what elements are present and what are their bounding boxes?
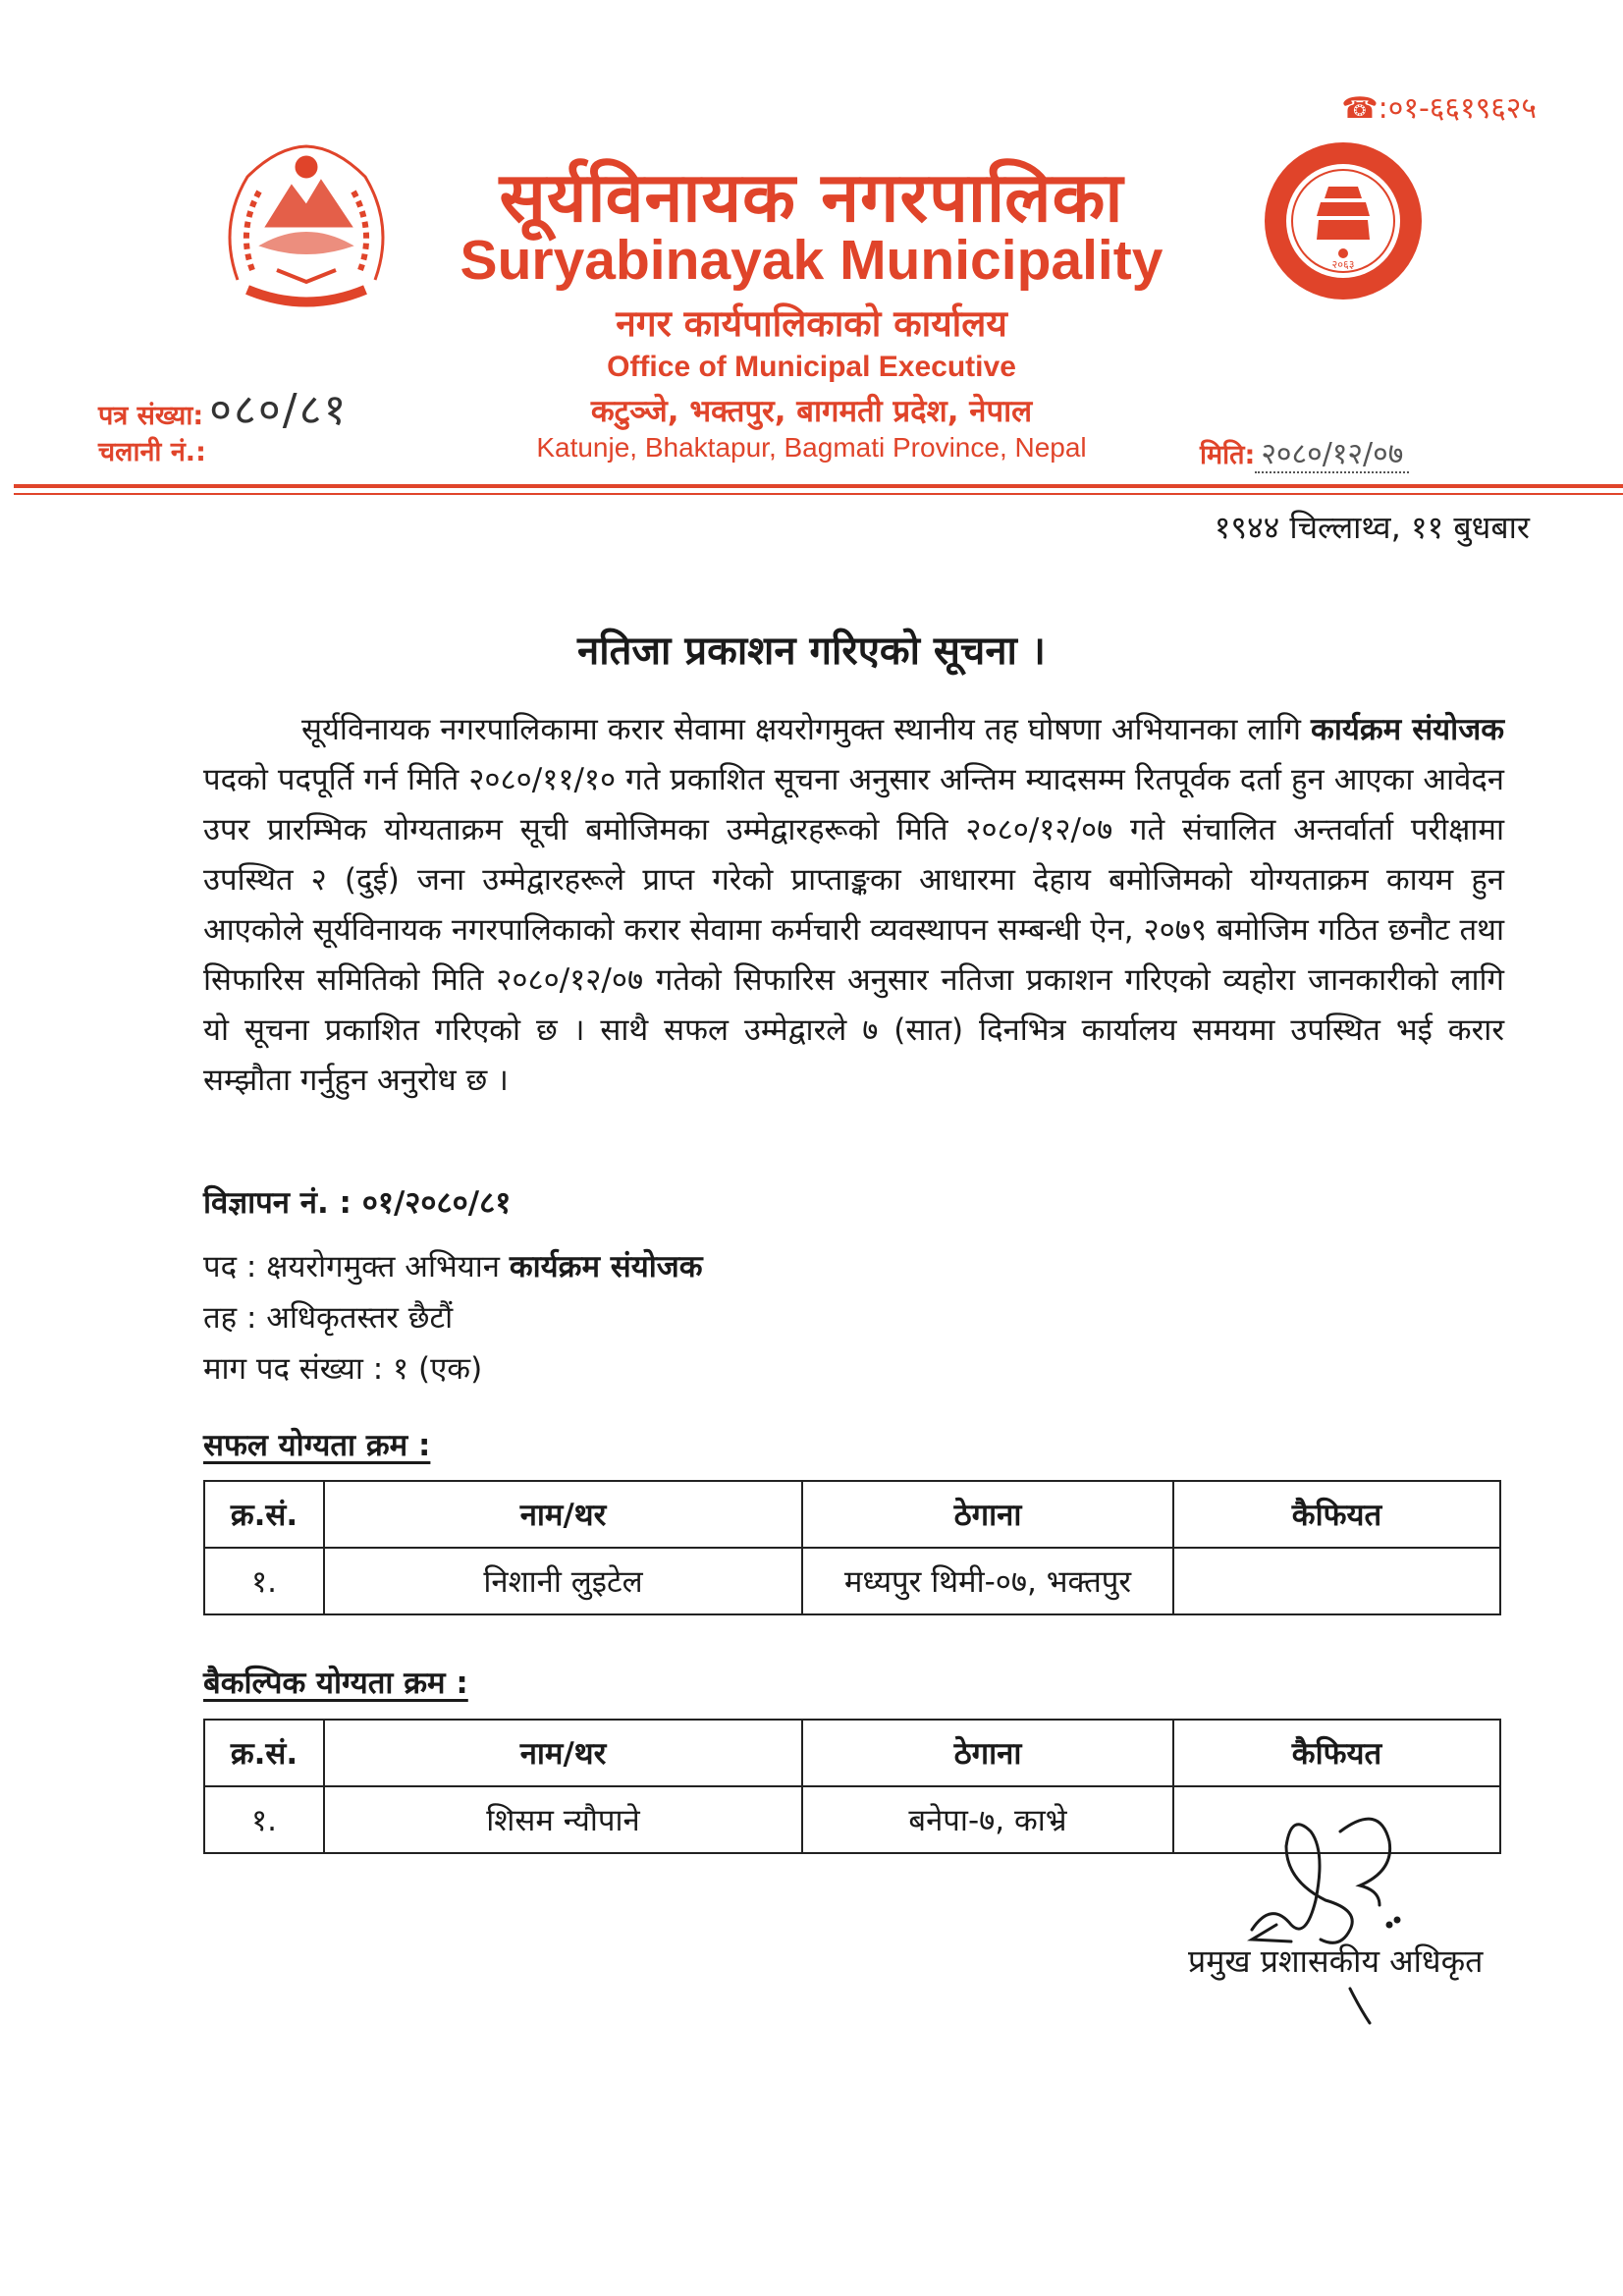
col-sn: क्र.सं. (204, 1720, 324, 1786)
patra-sankhya (98, 378, 348, 437)
patra-label: पत्र संख्या: (98, 401, 204, 431)
col-remarks: कैफियत (1173, 1481, 1500, 1548)
miti (1200, 432, 1409, 472)
col-address: ठेगाना (802, 1481, 1173, 1548)
successful-list-title: सफल योग्यता क्रम : (203, 1428, 431, 1463)
col-name: नाम/थर (324, 1720, 802, 1786)
alternate-list-title: बैकल्पिक योग्यता क्रम : (203, 1666, 468, 1701)
org-name-english: Suryabinayak Municipality (460, 229, 1163, 292)
successful-table (203, 1480, 1501, 1615)
table-header-row (204, 1481, 1500, 1548)
col-name: नाम/थर (324, 1481, 802, 1548)
header-rule (14, 484, 1623, 488)
signatory-title: प्रमुख प्रशासकीय अधिकृत (1188, 1942, 1484, 1980)
col-address: ठेगाना (802, 1720, 1173, 1786)
seal-number: २०६३ (1331, 258, 1355, 271)
office-name-english: Office of Municipal Executive (607, 351, 1016, 383)
miti-value: २०८०/१२/०७ (1255, 437, 1409, 473)
chalani-label: चलानी नं.: (98, 437, 206, 467)
table-row: १. निशानी लुइटेल मध्यपुर थिमी-०७, भक्तपुर (204, 1548, 1500, 1614)
advertisement-number: विज्ञापन नं. : ०१/२०८०/८१ (203, 1185, 512, 1221)
address-nepali: कटुञ्जे, भक्तपुर, बागमती प्रदेश, नेपाल (590, 394, 1033, 429)
level-line: तह : अधिकृतस्तर छैटौं (203, 1300, 454, 1336)
address-english: Katunje, Bhaktapur, Bagmati Province, Nepal (536, 432, 1087, 463)
post-line: पद : क्षयरोगमुक्त अभियान कार्यक्रम संयोजक (203, 1249, 703, 1285)
phone-number: ☎:०१-६६१९६२५ (1341, 91, 1537, 126)
notice-heading: नतिजा प्रकाशन गरिएको सूचना । (577, 629, 1046, 674)
table-header-row (204, 1720, 1500, 1786)
signature-icon (1232, 1792, 1448, 2028)
office-name-nepali: नगर कार्यपालिकाको कार्यालय (616, 302, 1007, 345)
demand-count-line: माग पद संख्या : १ (एक) (203, 1351, 483, 1387)
header-rule-thin (14, 493, 1623, 495)
patra-value: ०८०/८१ (209, 385, 349, 435)
col-remarks: कैफियत (1173, 1720, 1500, 1786)
miti-label: मिति: (1200, 440, 1256, 470)
org-name-nepali: सूर्यविनायक नगरपालिका (499, 157, 1124, 238)
table-row: १. शिसम न्यौपाने बनेपा-७, काभ्रे (204, 1786, 1500, 1853)
col-sn: क्र.सं. (204, 1481, 324, 1548)
notice-body: सूर्यविनायक नगरपालिकामा करार सेवामा क्षयरोगमुक्त स्थानीय तह घोषणा अभियानका लागि कार्यक्रम संयोजक पदको पदपूर्ति गर्न मिति २०८०/११/१० गते प्रकाशित सूचना अनुसार अन्तिम म्यादसम्म रितपूर्वक दर्ता हुन आएका आवेदन उपर प्रारम्भिक योग्यताक्रम सूची बमोजिमका उम्मेद्वारहरूको मिति २०८०/१२/०७ गते संचालित अन्तर्वार्ता परीक्षामा उपस्थित २ (दुई) जना उम्मेद्वारहरूले प्राप्त गरेको प्राप्ताङ्कका आधारमा देहाय बमोजिमको योग्यताक्रम कायम हुन आएकोले सूर्यविनायक नगरपालिकाको करार सेवामा कर्मचारी व्यवस्थापन सम्बन्धी ऐन, २०७९ बमोजिम गठित छनौट तथा सिफारिस समितिको मिति २०८०/१२/०७ गतेको सिफारिस अनुसार नतिजा प्रकाशन गरिएको व्यहोरा जानकारीको लागि यो सूचना प्रकाशित गरिएको छ । साथै सफल उम्मेद्वारले ७ (सात) दिनभित्र कार्यालय समयमा उपस्थित भई करार सम्झौता गर्नुहुन अनुरोध छ । (203, 712, 1505, 1098)
position-name: कार्यक्रम संयोजक (1311, 712, 1505, 747)
nepal-sambat-date: १९४४ चिल्लाथ्व, ११ बुधबार (1214, 509, 1530, 546)
